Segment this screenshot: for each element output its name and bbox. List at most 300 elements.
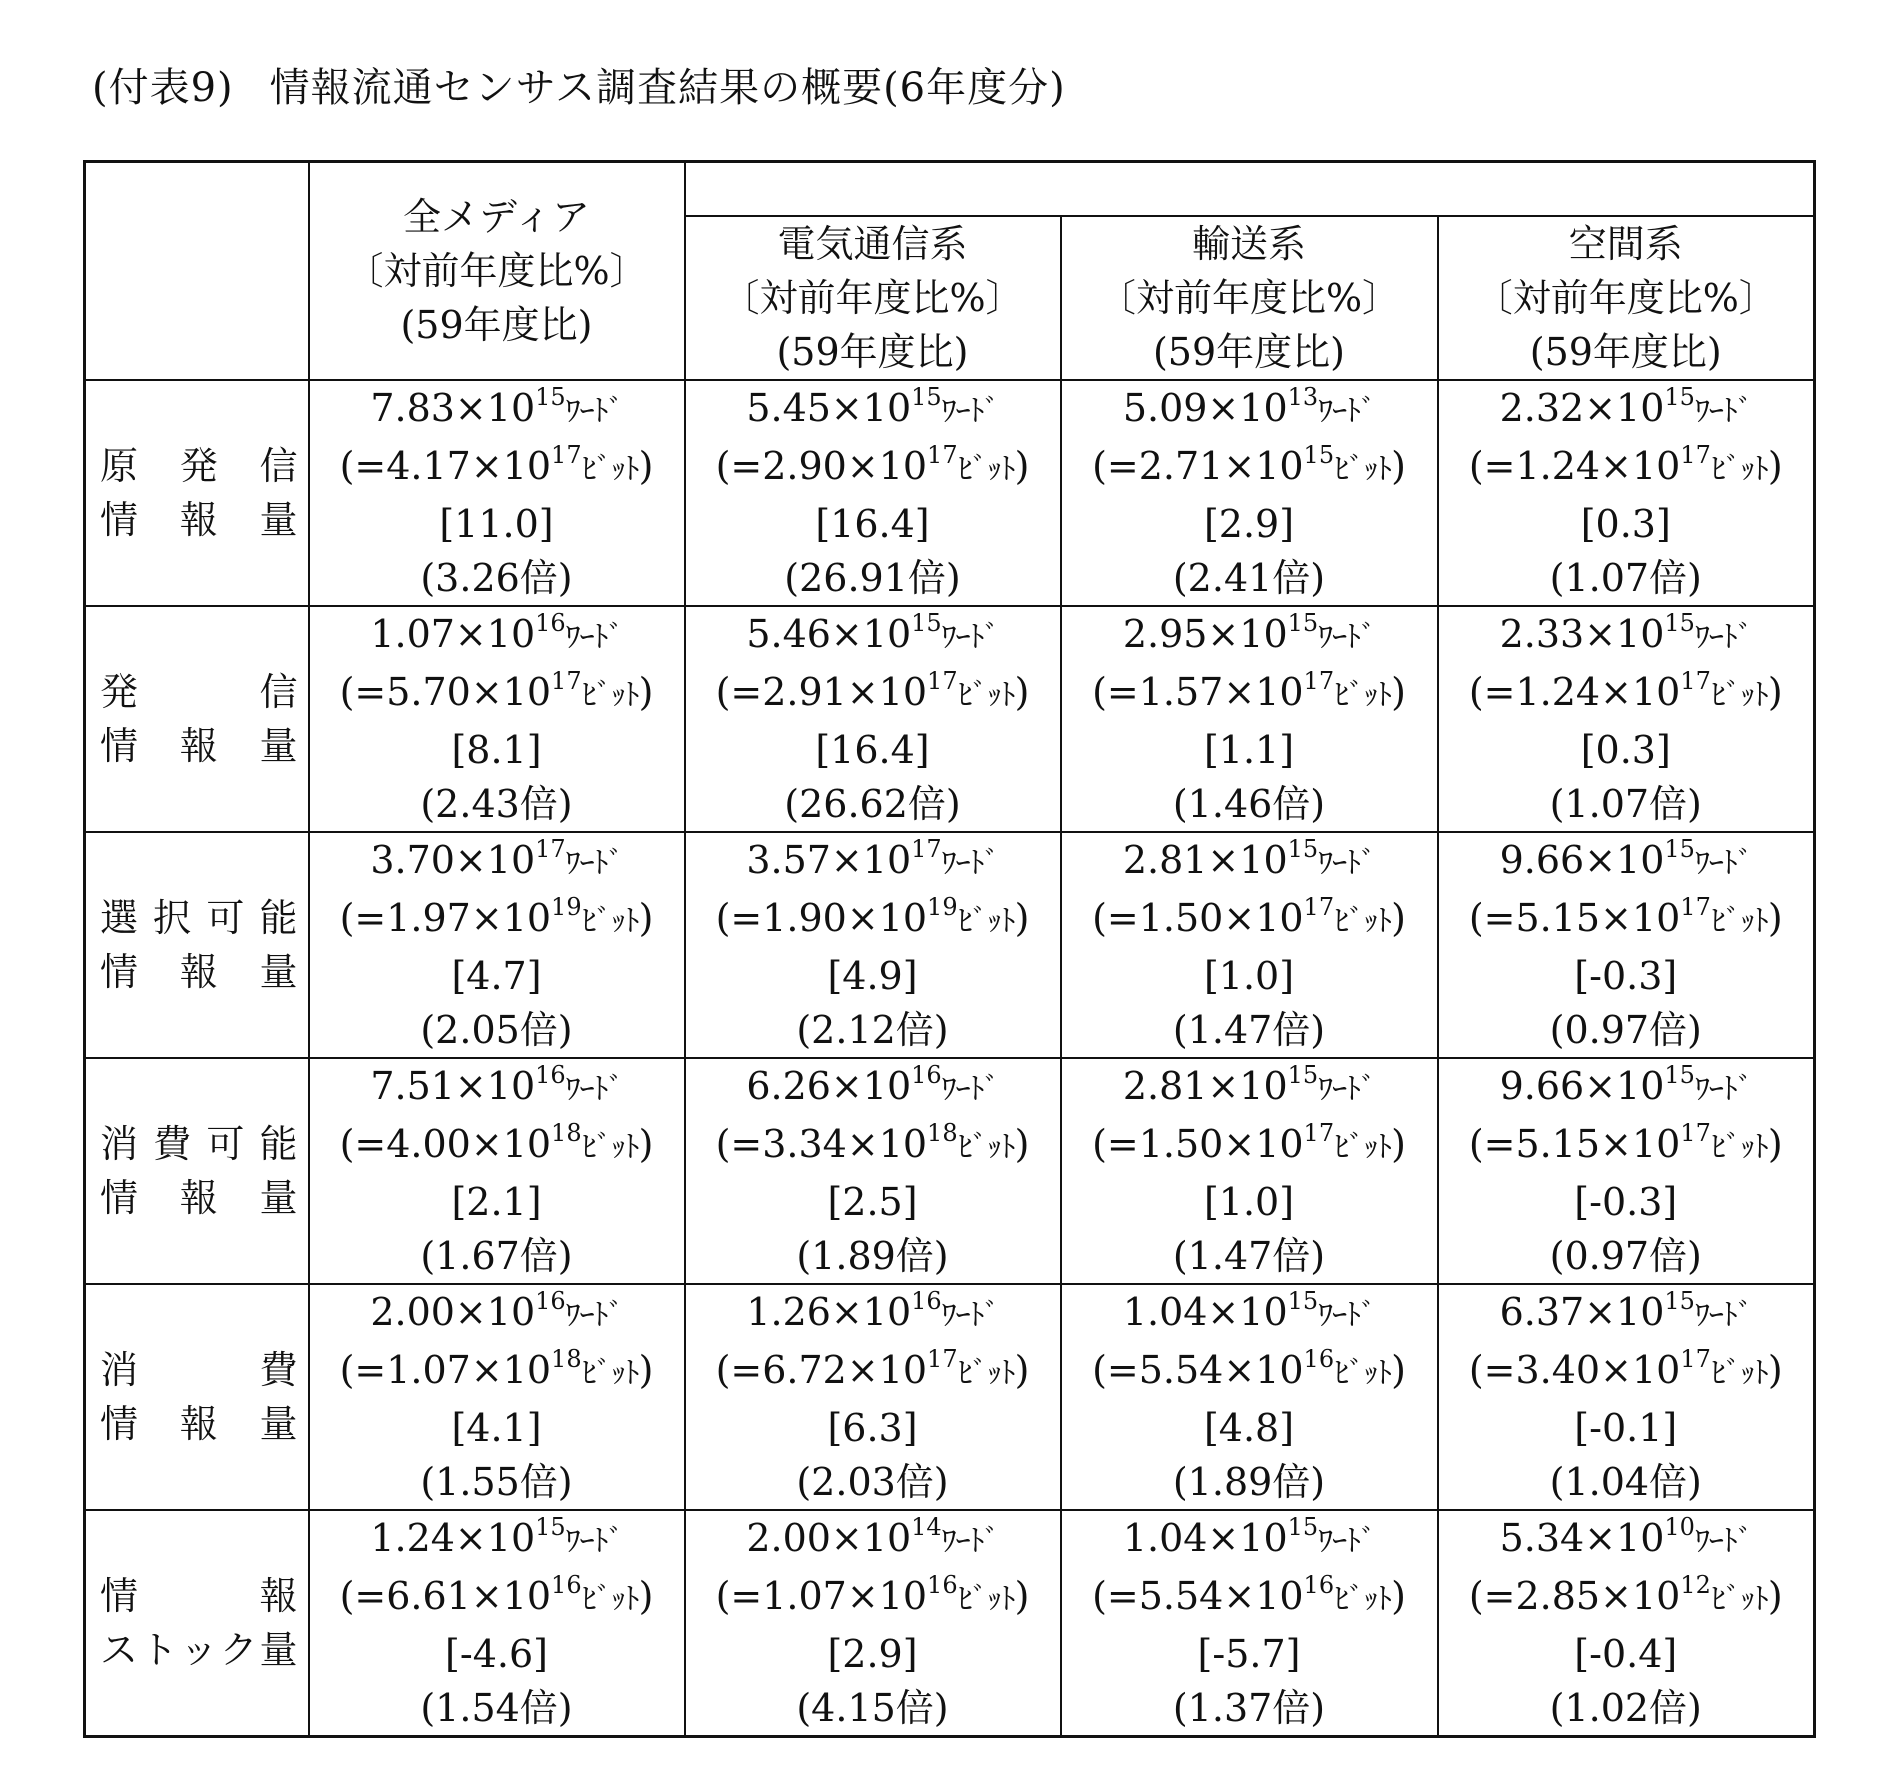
row-label-line	[86, 1343, 308, 1397]
words-unit: ﾜｰﾄﾞ	[1318, 620, 1376, 655]
bits-exponent: 17	[1680, 1119, 1711, 1148]
row-label-line	[86, 891, 308, 945]
bits-value: ($=1.57\times 10^{17}$ﾋﾞｯﾄ)	[1092, 667, 1406, 714]
words-exponent: 15	[911, 383, 942, 412]
row-label-char: 択	[153, 896, 192, 940]
words-exponent: 15	[1664, 1061, 1695, 1090]
bits-value: ($=6.72\times 10^{17}$ﾋﾞｯﾄ)	[715, 1345, 1030, 1392]
words-exponent: 15	[535, 383, 566, 412]
corner-cell	[85, 162, 309, 381]
data-cell	[1061, 606, 1438, 832]
title-text: 情報流通センサス調査結果の概要(6年度分)	[269, 65, 1066, 111]
words-exponent: 15	[1287, 1061, 1319, 1090]
words-exponent: 15	[1664, 383, 1695, 412]
words-mantissa: 5.09×10	[1122, 386, 1288, 430]
row-label-line	[86, 1623, 308, 1677]
bits-unit: ﾋﾞｯﾄ	[1334, 678, 1392, 713]
words-value	[686, 1285, 1060, 1343]
bits-mantissa: (=1.24×10	[1468, 444, 1681, 488]
bits-mantissa: (=1.50×10	[1092, 1122, 1304, 1166]
header-top-row	[85, 162, 1815, 217]
bits-unit: ﾋﾞｯﾄ	[581, 1356, 639, 1391]
words-unit: ﾜｰﾄﾞ	[941, 1298, 999, 1333]
words-unit: ﾜｰﾄﾞ	[941, 394, 999, 429]
row-label-char: 可	[206, 896, 245, 940]
bits-mantissa: (=2.71×10	[1092, 444, 1304, 488]
table-row	[85, 1510, 1815, 1737]
bits-mantissa: (=5.70×10	[339, 670, 552, 714]
row-label-char: 報	[179, 1402, 218, 1446]
bits-value: ($=2.90\times 10^{17}$ﾋﾞｯﾄ)	[715, 441, 1030, 488]
ratio-vs-59: (1.04倍)	[1549, 1460, 1702, 1504]
yoy-percent: [0.3]	[1580, 728, 1671, 772]
ratio-vs-59: (26.62倍)	[784, 782, 961, 826]
words-unit: ﾜｰﾄﾞ	[565, 1524, 623, 1559]
words-unit: ﾜｰﾄﾞ	[1318, 1072, 1376, 1107]
yoy-percent: [16.4]	[815, 502, 930, 546]
yoy-percent: [2.5]	[827, 1180, 918, 1224]
data-cell	[309, 1284, 685, 1510]
bits-unit: ﾋﾞｯﾄ	[1710, 1582, 1768, 1617]
row-label-char: 費	[153, 1122, 192, 1166]
yoy-percent: [1.1]	[1203, 728, 1295, 772]
words-mantissa: 9.66×10	[1499, 838, 1665, 882]
words-value	[686, 833, 1060, 891]
words-exponent: 15	[1664, 609, 1695, 638]
row-label-char: 能	[259, 896, 298, 940]
ratio-vs-59: (1.47倍)	[1172, 1234, 1326, 1278]
words-mantissa: 1.24×10	[370, 1516, 536, 1560]
words-unit: ﾜｰﾄﾞ	[565, 1298, 623, 1333]
yoy-percent: [4.9]	[827, 954, 918, 998]
words-unit: ﾜｰﾄﾞ	[565, 620, 623, 655]
data-cell	[309, 606, 685, 832]
bits-exponent: 12	[1680, 1571, 1711, 1600]
row-label-char: 信	[259, 670, 298, 714]
ratio-vs-59: (1.07倍)	[1549, 556, 1702, 600]
row-label	[85, 606, 309, 832]
words-mantissa: 6.26×10	[746, 1064, 912, 1108]
yoy-percent: [-4.6]	[445, 1632, 548, 1676]
bits-unit: ﾋﾞｯﾄ	[581, 1130, 639, 1165]
ratio-vs-59: (1.89倍)	[1172, 1460, 1326, 1504]
ratio-vs-59: (26.91倍)	[784, 556, 961, 600]
ratio-vs-59: (2.43倍)	[420, 782, 573, 826]
bits-mantissa: (=5.15×10	[1468, 1122, 1681, 1166]
ratio-vs-59: (1.54倍)	[420, 1686, 573, 1730]
bits-unit: ﾋﾞｯﾄ	[1710, 1130, 1768, 1165]
bits-mantissa: (=3.34×10	[715, 1122, 928, 1166]
bits-exponent: 18	[927, 1119, 958, 1148]
row-label-char: 情	[100, 1176, 139, 1220]
row-label-char: 量	[259, 498, 298, 542]
words-value	[310, 381, 684, 439]
words-mantissa: 2.00×10	[746, 1516, 912, 1560]
header-col-sub2: (59年度比)	[1529, 330, 1722, 374]
words-mantissa: 3.57×10	[746, 838, 912, 882]
bits-unit: ﾋﾞｯﾄ	[1334, 904, 1392, 939]
yoy-percent: [-0.3]	[1574, 954, 1678, 998]
bits-mantissa: (=1.50×10	[1092, 896, 1304, 940]
row-label-char: 選	[100, 896, 139, 940]
table-row	[85, 380, 1815, 606]
header-group-span	[685, 162, 1815, 217]
yoy-percent: [2.1]	[451, 1180, 542, 1224]
words-mantissa: 2.32×10	[1499, 386, 1665, 430]
row-label-char: 消	[100, 1348, 139, 1392]
yoy-percent: [4.7]	[451, 954, 542, 998]
row-label	[85, 1058, 309, 1284]
ratio-vs-59: (0.97倍)	[1549, 1234, 1702, 1278]
header-col-sub2: (59年度比)	[776, 330, 969, 374]
words-exponent: 15	[1287, 1513, 1319, 1542]
yoy-percent: [1.0]	[1203, 954, 1295, 998]
words-value	[686, 607, 1060, 665]
words-exponent: 13	[1287, 383, 1319, 412]
header-col-name: 空間系	[1568, 222, 1683, 266]
page-title	[92, 56, 1066, 113]
bits-mantissa: (=6.72×10	[715, 1348, 928, 1392]
row-label-char: ト	[139, 1628, 178, 1672]
words-value	[1439, 1285, 1814, 1343]
words-unit: ﾜｰﾄﾞ	[941, 620, 999, 655]
words-exponent: 14	[911, 1513, 942, 1542]
bits-exponent: 17	[551, 667, 582, 696]
bits-unit: ﾋﾞｯﾄ	[581, 678, 639, 713]
table-row	[85, 1058, 1815, 1284]
bits-mantissa: (=1.57×10	[1092, 670, 1304, 714]
bits-mantissa: (=1.90×10	[715, 896, 928, 940]
bits-value: ($=5.15\times 10^{17}$ﾋﾞｯﾄ)	[1468, 893, 1783, 940]
bits-exponent: 17	[927, 441, 958, 470]
bits-value: ($=3.40\times 10^{17}$ﾋﾞｯﾄ)	[1468, 1345, 1783, 1392]
ratio-vs-59: (1.55倍)	[420, 1460, 573, 1504]
ratio-vs-59: (1.67倍)	[420, 1234, 573, 1278]
row-label-line	[86, 1397, 308, 1451]
words-exponent: 15	[1664, 1287, 1695, 1316]
bits-exponent: 19	[927, 893, 958, 922]
row-label-line	[86, 945, 308, 999]
bits-value: ($=5.54\times 10^{16}$ﾋﾞｯﾄ)	[1092, 1571, 1406, 1618]
words-unit: ﾜｰﾄﾞ	[565, 394, 623, 429]
data-cell	[1438, 1058, 1815, 1284]
words-mantissa: 2.00×10	[370, 1290, 536, 1334]
bits-value: ($=2.71\times 10^{15}$ﾋﾞｯﾄ)	[1092, 441, 1406, 488]
yoy-percent: [-0.4]	[1574, 1632, 1678, 1676]
bits-unit: ﾋﾞｯﾄ	[957, 678, 1015, 713]
bits-value: ($=2.91\times 10^{17}$ﾋﾞｯﾄ)	[715, 667, 1030, 714]
words-value	[1439, 381, 1814, 439]
header-col-1	[685, 216, 1061, 380]
bits-value: ($=1.97\times 10^{19}$ﾋﾞｯﾄ)	[339, 893, 654, 940]
words-mantissa: 1.04×10	[1122, 1516, 1288, 1560]
data-cell	[1438, 380, 1815, 606]
bits-exponent: 17	[927, 667, 958, 696]
bits-exponent: 15	[1303, 441, 1335, 470]
words-unit: ﾜｰﾄﾞ	[1694, 846, 1752, 881]
row-label-line	[86, 665, 308, 719]
data-cell	[1438, 1510, 1815, 1737]
ratio-vs-59: (2.03倍)	[796, 1460, 949, 1504]
row-label	[85, 832, 309, 1058]
words-unit: ﾜｰﾄﾞ	[1694, 1072, 1752, 1107]
words-value	[1439, 1059, 1814, 1117]
words-value	[686, 1511, 1060, 1569]
words-mantissa: 5.34×10	[1499, 1516, 1665, 1560]
ratio-vs-59: (0.97倍)	[1549, 1008, 1702, 1052]
row-label-char: 情	[100, 498, 139, 542]
data-cell	[309, 1510, 685, 1737]
words-value	[310, 833, 684, 891]
header-col-sub1: 〔対前年度比%〕	[1474, 276, 1777, 320]
row-label-char: 報	[179, 950, 218, 994]
data-cell	[309, 380, 685, 606]
words-exponent: 17	[535, 835, 566, 864]
words-value	[310, 1285, 684, 1343]
bits-unit: ﾋﾞｯﾄ	[957, 904, 1015, 939]
bits-mantissa: (=1.24×10	[1468, 670, 1681, 714]
bits-mantissa: (=5.15×10	[1468, 896, 1681, 940]
yoy-percent: [16.4]	[815, 728, 930, 772]
bits-exponent: 16	[927, 1571, 958, 1600]
words-value	[1062, 1511, 1437, 1569]
words-value	[310, 1059, 684, 1117]
bits-mantissa: (=6.61×10	[339, 1574, 552, 1618]
row-label-char: 量	[259, 1402, 298, 1446]
words-value	[1439, 607, 1814, 665]
words-unit: ﾜｰﾄﾞ	[1318, 394, 1376, 429]
yoy-percent: [8.1]	[451, 728, 542, 772]
bits-mantissa: (=1.07×10	[715, 1574, 928, 1618]
row-label	[85, 1284, 309, 1510]
bits-unit: ﾋﾞｯﾄ	[1334, 452, 1392, 487]
ratio-vs-59: (1.07倍)	[1549, 782, 1702, 826]
bits-exponent: 16	[1303, 1345, 1335, 1374]
bits-exponent: 17	[927, 1345, 958, 1374]
header-col-name: 電気通信系	[777, 222, 968, 266]
yoy-percent: [-0.3]	[1574, 1180, 1678, 1224]
words-unit: ﾜｰﾄﾞ	[941, 1524, 999, 1559]
words-exponent: 15	[1287, 609, 1319, 638]
header-col-3	[1438, 216, 1815, 380]
bits-value: ($=3.34\times 10^{18}$ﾋﾞｯﾄ)	[715, 1119, 1030, 1166]
row-label-char: 情	[100, 724, 139, 768]
words-mantissa: 5.45×10	[746, 386, 912, 430]
words-exponent: 15	[911, 609, 942, 638]
data-cell	[685, 606, 1061, 832]
words-value	[310, 607, 684, 665]
yoy-percent: [0.3]	[1580, 502, 1671, 546]
yoy-percent: [-5.7]	[1197, 1632, 1301, 1676]
data-cell	[309, 1058, 685, 1284]
data-cell	[1061, 1284, 1438, 1510]
bits-mantissa: (=2.90×10	[715, 444, 928, 488]
bits-unit: ﾋﾞｯﾄ	[1334, 1582, 1392, 1617]
row-label-char: 報	[179, 724, 218, 768]
row-label-char: 量	[259, 950, 298, 994]
words-value	[686, 381, 1060, 439]
words-exponent: 15	[1664, 835, 1695, 864]
words-value	[1062, 1285, 1437, 1343]
yoy-percent: [11.0]	[439, 502, 554, 546]
row-label-char: 費	[259, 1348, 298, 1392]
words-mantissa: 9.66×10	[1499, 1064, 1665, 1108]
ratio-vs-59: (3.26倍)	[420, 556, 573, 600]
bits-value: ($=6.61\times 10^{16}$ﾋﾞｯﾄ)	[339, 1571, 654, 1618]
row-label-char: 消	[100, 1122, 139, 1166]
words-mantissa: 7.51×10	[370, 1064, 536, 1108]
words-value	[1439, 1511, 1814, 1569]
bits-value: ($=5.15\times 10^{17}$ﾋﾞｯﾄ)	[1468, 1119, 1783, 1166]
ratio-vs-59: (2.41倍)	[1172, 556, 1326, 600]
bits-unit: ﾋﾞｯﾄ	[957, 1582, 1015, 1617]
data-cell	[1438, 832, 1815, 1058]
data-cell	[1061, 1058, 1438, 1284]
bits-exponent: 16	[1303, 1571, 1335, 1600]
table-row	[85, 832, 1815, 1058]
data-cell	[685, 1058, 1061, 1284]
words-unit: ﾜｰﾄﾞ	[1318, 1298, 1376, 1333]
bits-unit: ﾋﾞｯﾄ	[581, 1582, 639, 1617]
row-label-char: 報	[179, 1176, 218, 1220]
ratio-vs-59: (2.12倍)	[796, 1008, 949, 1052]
bits-value: ($=1.07\times 10^{16}$ﾋﾞｯﾄ)	[715, 1571, 1030, 1618]
bits-exponent: 18	[551, 1345, 582, 1374]
bits-unit: ﾋﾞｯﾄ	[1710, 904, 1768, 939]
bits-value: ($=4.17\times 10^{17}$ﾋﾞｯﾄ)	[339, 441, 654, 488]
bits-exponent: 17	[551, 441, 582, 470]
words-exponent: 16	[911, 1061, 942, 1090]
words-value	[1062, 607, 1437, 665]
ratio-vs-59: (1.47倍)	[1172, 1008, 1326, 1052]
ratio-vs-59: (2.05倍)	[420, 1008, 573, 1052]
bits-value: ($=1.50\times 10^{17}$ﾋﾞｯﾄ)	[1092, 893, 1406, 940]
row-label-char: 量	[259, 1628, 298, 1672]
bits-exponent: 18	[551, 1119, 582, 1148]
bits-mantissa: (=3.40×10	[1468, 1348, 1681, 1392]
words-exponent: 17	[911, 835, 942, 864]
data-cell	[1061, 1510, 1438, 1737]
data-cell	[1438, 606, 1815, 832]
bits-unit: ﾋﾞｯﾄ	[1710, 678, 1768, 713]
bits-mantissa: (=1.97×10	[339, 896, 552, 940]
yoy-percent: [4.8]	[1203, 1406, 1295, 1450]
bits-exponent: 17	[1303, 667, 1335, 696]
words-unit: ﾜｰﾄﾞ	[1694, 394, 1752, 429]
row-label-line	[86, 1117, 308, 1171]
data-cell	[309, 832, 685, 1058]
data-cell	[1061, 832, 1438, 1058]
words-exponent: 16	[911, 1287, 942, 1316]
row-label-char: 報	[259, 1574, 298, 1618]
words-exponent: 15	[1287, 1287, 1319, 1316]
row-label-char: 情	[100, 1402, 139, 1446]
ratio-vs-59: (1.02倍)	[1549, 1686, 1702, 1730]
bits-exponent: 17	[1680, 441, 1711, 470]
row-label-char: 量	[259, 1176, 298, 1220]
table-row	[85, 1284, 1815, 1510]
title-label: (付表9)	[92, 65, 234, 111]
ratio-vs-59: (1.46倍)	[1172, 782, 1326, 826]
words-unit: ﾜｰﾄﾞ	[941, 846, 999, 881]
bits-unit: ﾋﾞｯﾄ	[581, 452, 639, 487]
bits-mantissa: (=2.91×10	[715, 670, 928, 714]
header-col-0	[309, 162, 685, 381]
words-value	[1439, 833, 1814, 891]
yoy-percent: [2.9]	[827, 1632, 918, 1676]
header-col-sub2: (59年度比)	[400, 303, 593, 347]
row-label-char: 発	[179, 444, 218, 488]
words-mantissa: 5.46×10	[746, 612, 912, 656]
bits-unit: ﾋﾞｯﾄ	[957, 1130, 1015, 1165]
row-label-char: ス	[100, 1628, 139, 1672]
words-value	[310, 1511, 684, 1569]
header-col-sub2: (59年度比)	[1152, 330, 1345, 374]
bits-value: ($=5.54\times 10^{16}$ﾋﾞｯﾄ)	[1092, 1345, 1406, 1392]
bits-mantissa: (=4.00×10	[339, 1122, 552, 1166]
data-cell	[685, 832, 1061, 1058]
words-mantissa: 1.26×10	[746, 1290, 912, 1334]
words-value	[686, 1059, 1060, 1117]
bits-unit: ﾋﾞｯﾄ	[1334, 1356, 1392, 1391]
header-col-sub1: 〔対前年度比%〕	[1097, 276, 1401, 320]
words-unit: ﾜｰﾄﾞ	[1694, 1524, 1752, 1559]
header-col-sub1: 〔対前年度比%〕	[721, 276, 1024, 320]
words-mantissa: 2.33×10	[1499, 612, 1665, 656]
row-label-char: 報	[179, 498, 218, 542]
words-exponent: 16	[535, 609, 566, 638]
yoy-percent: [1.0]	[1203, 1180, 1295, 1224]
bits-unit: ﾋﾞｯﾄ	[1710, 1356, 1768, 1391]
bits-mantissa: (=5.54×10	[1092, 1348, 1304, 1392]
words-exponent: 15	[1287, 835, 1319, 864]
words-exponent: 16	[535, 1061, 566, 1090]
row-label-line	[86, 439, 308, 493]
bits-value: ($=1.90\times 10^{19}$ﾋﾞｯﾄ)	[715, 893, 1030, 940]
row-label-char: ッ	[179, 1628, 218, 1672]
bits-value: ($=4.00\times 10^{18}$ﾋﾞｯﾄ)	[339, 1119, 654, 1166]
words-mantissa: 6.37×10	[1499, 1290, 1665, 1334]
row-label-char: 情	[100, 1574, 139, 1618]
words-mantissa: 1.04×10	[1122, 1290, 1288, 1334]
header-col-2	[1061, 216, 1438, 380]
bits-exponent: 16	[551, 1571, 582, 1600]
words-unit: ﾜｰﾄﾞ	[1318, 1524, 1376, 1559]
words-unit: ﾜｰﾄﾞ	[1694, 1298, 1752, 1333]
ratio-vs-59: (1.37倍)	[1172, 1686, 1326, 1730]
header-col-name: 輸送系	[1191, 222, 1306, 266]
yoy-percent: [4.1]	[451, 1406, 542, 1450]
data-cell	[1061, 380, 1438, 606]
row-label	[85, 1510, 309, 1737]
ratio-vs-59: (1.89倍)	[796, 1234, 949, 1278]
words-value	[1062, 1059, 1437, 1117]
row-label-char: 量	[259, 724, 298, 768]
header-col-sub1: 〔対前年度比%〕	[345, 249, 648, 293]
row-label-char: 発	[100, 670, 139, 714]
data-cell	[685, 1510, 1061, 1737]
words-mantissa: 3.70×10	[370, 838, 536, 882]
bits-unit: ﾋﾞｯﾄ	[957, 452, 1015, 487]
bits-exponent: 17	[1680, 893, 1711, 922]
bits-value: ($=1.24\times 10^{17}$ﾋﾞｯﾄ)	[1468, 667, 1783, 714]
row-label-line	[86, 1569, 308, 1623]
row-label-line	[86, 1171, 308, 1225]
words-mantissa: 1.07×10	[370, 612, 536, 656]
row-label	[85, 380, 309, 606]
words-exponent: 10	[1664, 1513, 1695, 1542]
row-label-char: 原	[100, 444, 139, 488]
